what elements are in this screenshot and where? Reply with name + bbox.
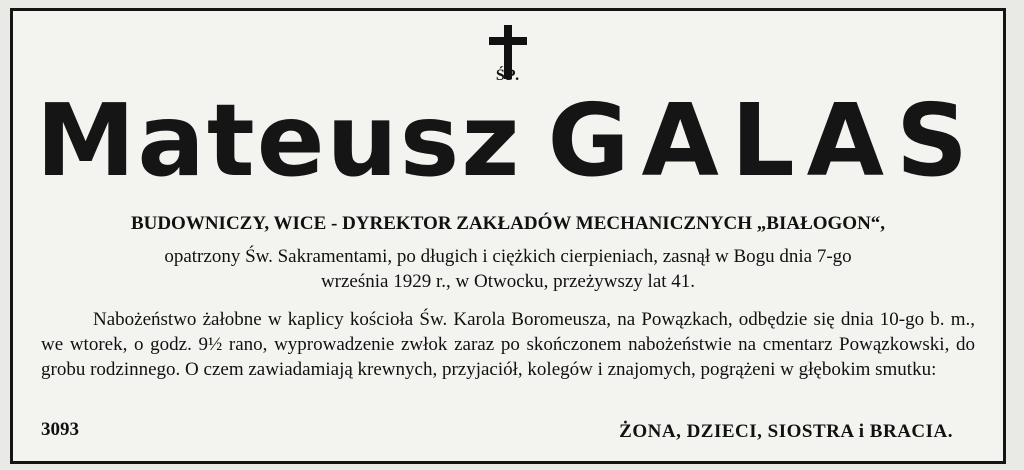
deceased-name: [13, 82, 1003, 199]
last-name: GALAS: [547, 82, 981, 199]
funeral-details-text: Nabożeństwo żałobne w kaplicy kościoła Św. Karola Boromeusza, na Powązkach, odbędzie się dnia 10-go b. m., we wtorek, o godz. 9½ rano, wyprowadzenie zwłok zaraz po skończonem nabożeństwie na cmentarz Powązkowski, do grobu rodzinnego. O czem zawiadamiają krewnych, przyjaciół, kolegów i znajomych, pogrążeni w głębokim smutku:: [41, 309, 975, 380]
funeral-details: [41, 307, 975, 382]
notice-code: 3093: [41, 419, 79, 440]
death-announcement-line-1: opatrzony Św. Sakramentami, po długich i ciężkich cierpieniach, zasnął w Bogu dnia 7-go: [164, 246, 852, 267]
mourners-signature: ŻONA, DZIECI, SIOSTRA i BRACIA.: [619, 421, 953, 442]
sp-abbreviation: ŚP.: [495, 67, 521, 84]
obituary-notice: [10, 8, 1006, 464]
first-name: Mateusz: [35, 82, 522, 199]
death-announcement-line-2: września 1929 r., w Otwocku, przeżywszy lat 41.: [320, 271, 696, 292]
occupation-line: BUDOWNICZY, WICE - DYREKTOR ZAKŁADÓW MECHANICZNYCH „BIAŁOGON“,: [130, 213, 886, 234]
death-announcement: [41, 244, 975, 294]
